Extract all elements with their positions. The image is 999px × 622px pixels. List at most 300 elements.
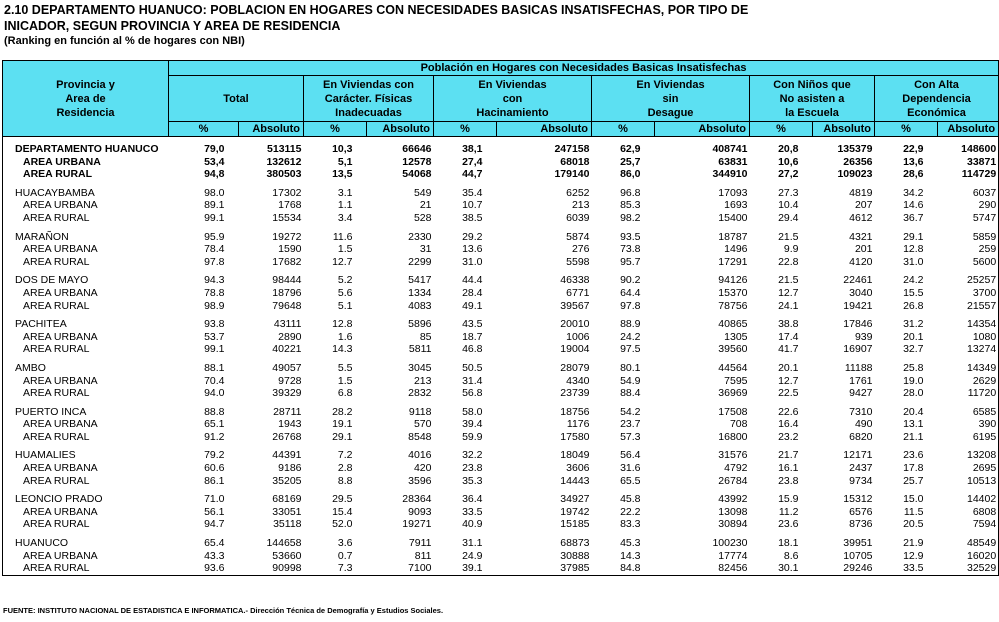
abs-cell: 5747 [972, 211, 997, 224]
abs-cell: 7595 [724, 374, 748, 387]
pct-cell: 95.7 [620, 255, 641, 268]
row-label-header: Provincia y Area de Residencia [3, 61, 169, 137]
abs-cell: 15534 [272, 211, 302, 224]
pct-cell: 98.0 [204, 186, 225, 199]
abs-cell: 19272 [272, 230, 302, 243]
pct-cell: 99.1 [204, 343, 225, 356]
table-row [3, 475, 999, 488]
abs-cell: 21557 [966, 299, 997, 312]
abs-cell: 2695 [972, 462, 997, 475]
row-label: AREA URBANA [23, 505, 98, 518]
abs-cell: 9093 [408, 505, 432, 518]
pct-cell: 29.1 [903, 230, 924, 243]
pct-cell: 65.4 [204, 537, 225, 550]
pct-cell: 21.7 [778, 449, 799, 462]
pct-cell: 5.5 [337, 361, 353, 374]
pct-cell: 23.8 [778, 474, 799, 487]
pct-header: % [169, 122, 239, 137]
abs-cell: 31576 [718, 449, 748, 462]
abs-cell: 2890 [278, 330, 302, 343]
abs-cell: 1693 [724, 199, 748, 212]
pct-cell: 9.9 [783, 243, 799, 256]
pct-cell: 95.9 [204, 230, 225, 243]
pct-cell: 12.7 [778, 286, 799, 299]
table-row [3, 256, 999, 269]
abs-cell: 28711 [273, 405, 302, 418]
abs-cell: 26768 [272, 430, 302, 443]
table-header [2, 60, 999, 137]
abs-cell: 46338 [560, 274, 590, 287]
pct-cell: 25.8 [903, 361, 924, 374]
pct-cell: 28,6 [903, 168, 924, 181]
pct-cell: 31.4 [462, 374, 483, 387]
pct-cell: 10.7 [462, 199, 483, 212]
pct-cell: 5.2 [337, 274, 353, 287]
pct-cell: 78.8 [204, 286, 225, 299]
pct-cell: 73.8 [620, 243, 641, 256]
pct-cell: 93.8 [204, 318, 225, 331]
abs-cell: 39329 [272, 387, 302, 400]
abs-cell: 6771 [566, 286, 590, 299]
abs-header: Absoluto [813, 122, 875, 137]
table-row [3, 199, 999, 212]
abs-cell: 17774 [718, 549, 748, 562]
pct-cell: 31.6 [620, 462, 641, 475]
abs-cell: 5417 [408, 274, 432, 287]
pct-cell: 29.5 [332, 493, 353, 506]
abs-cell: 31 [419, 243, 432, 256]
row-label: HUACAYBAMBA [15, 186, 95, 199]
pct-cell: 13.6 [462, 243, 483, 256]
pct-cell: 50.5 [462, 361, 483, 374]
abs-cell: 78756 [718, 299, 748, 312]
table-row [3, 243, 999, 256]
pct-cell: 70.4 [204, 374, 225, 387]
row-label: PUERTO INCA [15, 405, 87, 418]
col-header-sin-desague: En Viviendas sin Desague [592, 76, 750, 122]
abs-cell: 19421 [843, 299, 873, 312]
abs-cell: 20010 [560, 318, 590, 331]
pct-header: % [875, 122, 938, 137]
abs-cell: 12171 [843, 449, 873, 462]
pct-cell: 86.1 [204, 474, 225, 487]
abs-cell: 6195 [972, 430, 997, 443]
row-label: HUANUCO [15, 537, 69, 550]
pct-cell: 38.8 [778, 318, 799, 331]
pct-cell: 53,4 [204, 155, 225, 168]
abs-cell: 66646 [402, 143, 432, 155]
abs-cell: 10705 [843, 549, 873, 562]
table-row [3, 449, 999, 462]
abs-cell: 9734 [849, 474, 873, 487]
abs-cell: 2629 [972, 374, 997, 387]
abs-cell: 4120 [849, 255, 873, 268]
pct-cell: 65.1 [204, 418, 225, 431]
pct-cell: 99.1 [204, 211, 225, 224]
pct-cell: 29.4 [778, 211, 799, 224]
col-header-ninos-escuela: Con Niños que No asisten a la Escuela [750, 76, 875, 122]
pct-cell: 1.5 [337, 243, 353, 256]
source-note: FUENTE: INSTITUTO NACIONAL DE ESTADISTICA E INFORMATICA.- Dirección Técnica de Demografía y Estudios Sociales. [3, 606, 444, 615]
pct-cell: 8.8 [337, 474, 353, 487]
table-row [3, 518, 999, 531]
pct-cell: 39.1 [462, 562, 483, 575]
abs-cell: 13098 [718, 505, 748, 518]
abs-cell: 213 [413, 374, 432, 387]
pct-cell: 44.4 [462, 274, 483, 287]
pct-cell: 14.3 [620, 549, 641, 562]
col-header-hacinamiento: En Viviendas con Hacinamiento [434, 76, 592, 122]
abs-cell: 39560 [718, 343, 748, 356]
abs-cell: 4792 [724, 462, 748, 475]
table-row [3, 387, 999, 400]
abs-cell: 43111 [273, 318, 302, 331]
abs-cell: 1768 [278, 199, 302, 212]
table-row [3, 406, 999, 419]
row-label: AREA URBANA [23, 199, 98, 212]
abs-cell: 68018 [560, 155, 590, 168]
pct-cell: 88.1 [204, 361, 225, 374]
abs-cell: 68169 [272, 493, 302, 506]
row-label: AREA RURAL [23, 255, 90, 268]
abs-cell: 82456 [718, 562, 748, 575]
pct-cell: 27,2 [778, 168, 799, 181]
abs-cell: 26356 [843, 155, 873, 168]
abs-cell: 14349 [966, 361, 997, 374]
abs-cell: 17302 [272, 186, 302, 199]
row-label: AREA RURAL [23, 343, 90, 356]
abs-cell: 811 [414, 549, 432, 562]
pct-cell: 16.1 [778, 462, 799, 475]
abs-cell: 94126 [718, 274, 748, 287]
abs-cell: 114729 [961, 168, 997, 181]
table-row [3, 331, 999, 344]
pct-cell: 31.1 [462, 537, 483, 550]
abs-cell: 144658 [266, 537, 302, 550]
abs-cell: 213 [571, 199, 590, 212]
pct-cell: 22.5 [778, 387, 799, 400]
pct-cell: 62,9 [620, 143, 641, 155]
abs-cell: 19742 [560, 505, 590, 518]
group-title-header: Población en Hogares con Necesidades Basicas Insatisfechas [169, 61, 999, 76]
abs-cell: 49057 [272, 361, 302, 374]
abs-cell: 33871 [966, 155, 997, 168]
pct-cell: 24.9 [462, 549, 483, 562]
pct-cell: 93.6 [204, 562, 225, 575]
pct-cell: 25,7 [620, 155, 641, 168]
row-label: AREA RURAL [23, 299, 90, 312]
pct-cell: 43.3 [204, 549, 225, 562]
pct-cell: 12.8 [332, 318, 353, 331]
pct-cell: 19.0 [903, 374, 924, 387]
row-label: DEPARTAMENTO HUANUCO [15, 143, 159, 155]
pct-cell: 24.2 [620, 330, 641, 343]
pct-cell: 65.5 [620, 474, 641, 487]
abs-cell: 1334 [408, 286, 432, 299]
pct-cell: 98.9 [204, 299, 225, 312]
pct-cell: 44,7 [462, 168, 483, 181]
abs-cell: 17580 [560, 430, 590, 443]
pct-cell: 56.8 [462, 387, 483, 400]
abs-cell: 30888 [560, 549, 590, 562]
pct-cell: 10,6 [778, 155, 799, 168]
col-header-dependencia: Con Alta Dependencia Económica [875, 76, 999, 122]
pct-cell: 97.5 [620, 343, 641, 356]
pct-cell: 6.8 [337, 387, 353, 400]
pct-cell: 79,0 [204, 143, 225, 155]
abs-cell: 179140 [554, 168, 590, 181]
abs-header: Absoluto [239, 122, 304, 137]
pct-cell: 25.7 [903, 474, 924, 487]
abs-cell: 39951 [843, 537, 873, 550]
row-label: DOS DE MAYO [15, 274, 89, 287]
abs-cell: 48549 [966, 537, 997, 550]
abs-cell: 5896 [408, 318, 432, 331]
pct-cell: 97.8 [620, 299, 641, 312]
abs-cell: 29246 [843, 562, 873, 575]
table-row [3, 375, 999, 388]
pct-cell: 14.6 [903, 199, 924, 212]
pct-cell: 53.7 [204, 330, 225, 343]
pct-cell: 58.0 [462, 405, 483, 418]
table-row [3, 343, 999, 356]
abs-cell: 15370 [718, 286, 748, 299]
row-label: AREA RURAL [23, 168, 93, 181]
abs-cell: 26784 [718, 474, 748, 487]
pct-cell: 0.7 [337, 549, 353, 562]
row-label: AREA URBANA [23, 549, 98, 562]
pct-cell: 23.6 [778, 518, 799, 531]
abs-cell: 100230 [712, 537, 748, 550]
abs-cell: 34927 [560, 493, 590, 506]
abs-cell: 490 [854, 418, 873, 431]
abs-cell: 7911 [408, 537, 432, 550]
abs-cell: 549 [413, 186, 432, 199]
abs-cell: 390 [978, 418, 997, 431]
table-row [3, 431, 999, 444]
abs-cell: 4321 [849, 230, 873, 243]
table-body [2, 137, 999, 576]
abs-cell: 513115 [267, 143, 302, 155]
pct-cell: 19.1 [332, 418, 353, 431]
abs-header: Absoluto [655, 122, 750, 137]
pct-cell: 20.1 [778, 361, 799, 374]
pct-cell: 45.3 [620, 537, 641, 550]
abs-cell: 15312 [843, 493, 873, 506]
pct-cell: 3.6 [337, 537, 353, 550]
table-row [3, 550, 999, 563]
pct-header: % [592, 122, 655, 137]
abs-cell: 4083 [408, 299, 432, 312]
pct-cell: 49.1 [462, 299, 483, 312]
pct-cell: 12.7 [778, 374, 799, 387]
pct-cell: 10.4 [778, 199, 799, 212]
pct-cell: 94.3 [204, 274, 225, 287]
pct-cell: 33.5 [903, 562, 924, 575]
abs-cell: 5600 [972, 255, 997, 268]
pct-cell: 11.5 [903, 505, 924, 518]
pct-cell: 3.1 [337, 186, 353, 199]
abs-cell: 570 [413, 418, 432, 431]
abs-cell: 11720 [967, 387, 997, 400]
abs-cell: 380503 [266, 168, 302, 181]
table-row [3, 300, 999, 313]
pct-cell: 78.4 [204, 243, 225, 256]
abs-cell: 201 [854, 243, 873, 256]
table-subtitle: (Ranking en función al % de hogares con NBI) [4, 35, 245, 47]
pct-cell: 5.6 [337, 286, 353, 299]
abs-cell: 408741 [712, 143, 748, 155]
abs-cell: 63831 [718, 155, 748, 168]
abs-cell: 1496 [724, 243, 748, 256]
pct-cell: 84.8 [620, 562, 641, 575]
abs-cell: 44391 [272, 449, 302, 462]
abs-cell: 14443 [560, 474, 590, 487]
table-row [3, 212, 999, 225]
abs-cell: 54068 [402, 168, 432, 181]
table-row [3, 274, 999, 287]
pct-cell: 28.0 [903, 387, 924, 400]
abs-cell: 6808 [972, 505, 997, 518]
row-label: PACHITEA [15, 318, 67, 331]
abs-cell: 15185 [560, 518, 590, 531]
abs-cell: 247158 [554, 143, 590, 155]
abs-cell: 2437 [849, 462, 873, 475]
abs-cell: 1305 [724, 330, 748, 343]
pct-cell: 1.6 [337, 330, 353, 343]
pct-cell: 52.0 [332, 518, 353, 531]
row-label: HUAMALIES [15, 449, 76, 462]
pct-cell: 85.3 [620, 199, 641, 212]
abs-cell: 18787 [718, 230, 748, 243]
pct-cell: 30.1 [778, 562, 799, 575]
abs-cell: 939 [854, 330, 873, 343]
row-label: AREA RURAL [23, 518, 90, 531]
pct-cell: 20,8 [778, 143, 799, 155]
pct-cell: 15.9 [778, 493, 799, 506]
abs-cell: 1176 [566, 418, 590, 431]
pct-cell: 56.4 [620, 449, 641, 462]
pct-cell: 27.3 [778, 186, 799, 199]
pct-cell: 35.3 [462, 474, 483, 487]
abs-cell: 5598 [566, 255, 590, 268]
abs-cell: 2330 [408, 230, 432, 243]
table-row [3, 562, 999, 575]
abs-cell: 30894 [718, 518, 748, 531]
abs-cell: 5874 [566, 230, 590, 243]
abs-cell: 8548 [408, 430, 432, 443]
row-label: AREA RURAL [23, 562, 90, 575]
pct-cell: 38,1 [462, 143, 483, 155]
pct-cell: 27,4 [462, 155, 483, 168]
pct-cell: 14.3 [332, 343, 353, 356]
row-label: AREA RURAL [23, 430, 90, 443]
pct-cell: 36.7 [903, 211, 924, 224]
pct-cell: 88.9 [620, 318, 641, 331]
col-header-caract-fisicas: En Viviendas con Carácter. Físicas Inadecuadas [304, 76, 434, 122]
pct-header: % [304, 122, 367, 137]
pct-cell: 60.6 [204, 462, 225, 475]
abs-cell: 8736 [849, 518, 873, 531]
pct-cell: 88.4 [620, 387, 641, 400]
pct-cell: 11.2 [778, 505, 799, 518]
pct-cell: 57.3 [620, 430, 641, 443]
abs-cell: 259 [978, 243, 997, 256]
row-label: AREA URBANA [23, 286, 98, 299]
pct-cell: 20.4 [903, 405, 924, 418]
pct-cell: 22,9 [903, 143, 924, 155]
pct-cell: 1.1 [337, 199, 353, 212]
pct-cell: 13.1 [903, 418, 924, 431]
pct-header: % [750, 122, 813, 137]
pct-cell: 24.2 [903, 274, 924, 287]
abs-cell: 19271 [402, 518, 432, 531]
pct-cell: 79.2 [204, 449, 225, 462]
pct-cell: 34.2 [903, 186, 924, 199]
pct-cell: 5,1 [337, 155, 353, 168]
pct-cell: 2.8 [337, 462, 353, 475]
pct-cell: 56.1 [204, 505, 225, 518]
abs-cell: 11188 [844, 361, 873, 374]
abs-cell: 4016 [408, 449, 432, 462]
abs-header: Absoluto [497, 122, 592, 137]
abs-cell: 4819 [849, 186, 873, 199]
abs-cell: 16907 [843, 343, 873, 356]
pct-cell: 80.1 [620, 361, 641, 374]
abs-cell: 43992 [718, 493, 748, 506]
pct-cell: 94.7 [204, 518, 225, 531]
pct-header: % [434, 122, 497, 137]
abs-cell: 17682 [272, 255, 302, 268]
col-header-total: Total [169, 76, 304, 122]
abs-cell: 40221 [272, 343, 302, 356]
abs-cell: 85 [419, 330, 432, 343]
pct-cell: 28.4 [462, 286, 483, 299]
abs-cell: 12578 [402, 155, 432, 168]
pct-cell: 32.7 [903, 343, 924, 356]
abs-cell: 35205 [272, 474, 302, 487]
abs-cell: 135379 [837, 143, 873, 155]
pct-cell: 89.1 [204, 199, 225, 212]
pct-cell: 64.4 [620, 286, 641, 299]
table-title: 2.10 DEPARTAMENTO HUANUCO: POBLACION EN HOGARES CON NECESIDADES BASICAS INSATISFECHAS, POR TIPO DE INICADOR, SEGUN PROVINCIA Y AREA DE RESIDENCIA [4, 3, 749, 33]
pct-cell: 17.8 [903, 462, 924, 475]
pct-cell: 90.2 [620, 274, 641, 287]
pct-cell: 91.2 [204, 430, 225, 443]
pct-cell: 12.8 [903, 243, 924, 256]
abs-cell: 28079 [560, 361, 590, 374]
pct-cell: 36.4 [462, 493, 483, 506]
abs-cell: 79648 [272, 299, 302, 312]
abs-cell: 35118 [273, 518, 302, 531]
pct-cell: 18.1 [778, 537, 799, 550]
abs-cell: 28364 [402, 493, 432, 506]
abs-cell: 2832 [408, 387, 432, 400]
abs-cell: 9728 [278, 374, 302, 387]
pct-cell: 23.7 [620, 418, 641, 431]
abs-cell: 7310 [849, 405, 873, 418]
pct-cell: 10,3 [332, 143, 353, 155]
pct-cell: 32.2 [462, 449, 483, 462]
abs-cell: 36969 [718, 387, 748, 400]
abs-cell: 3700 [972, 286, 997, 299]
pct-cell: 20.1 [903, 330, 924, 343]
pct-cell: 17.4 [778, 330, 799, 343]
table-row [3, 187, 999, 200]
abs-cell: 17093 [718, 186, 748, 199]
abs-cell: 5859 [972, 230, 997, 243]
pct-cell: 21.9 [903, 537, 924, 550]
